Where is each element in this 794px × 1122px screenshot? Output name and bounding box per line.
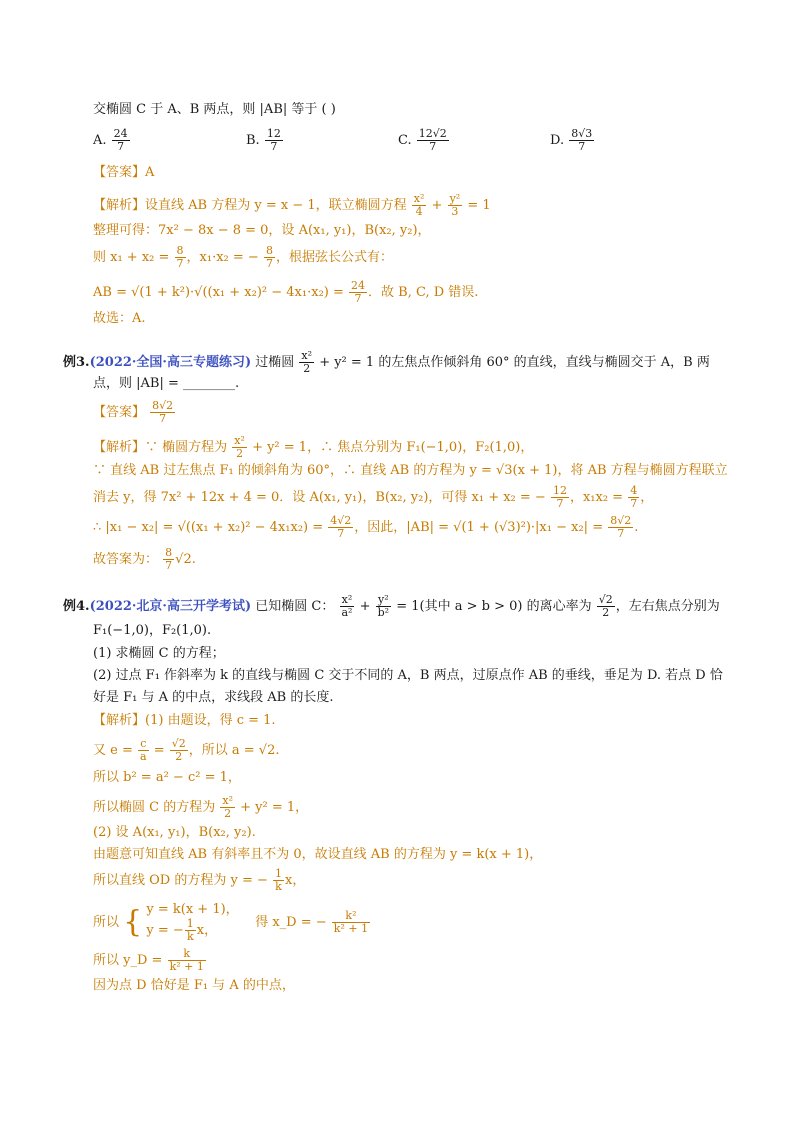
example-text: + y² = 1 的左焦点作倾斜角 60° 的直线，直线与椭圆交于 A，B 两 <box>319 355 710 370</box>
analysis-line-4: AB = √(1 + k²)·√((x₁ + x₂)² − 4x₁·x₂) = $\frac{24}{7}$ ．故 B, C, D 错误. <box>93 279 479 305</box>
option-label: A. <box>93 133 107 148</box>
analysis-text: √2. <box>175 552 196 567</box>
example-4-solution-1 <box>93 712 276 730</box>
analysis-line-1: 【解析】设直线 AB 方程为 y = x − 1，联立椭圆方程 $\frac{\text{x²}}{4}$ + $\frac{\text{y²}}{3}$ = 1 <box>93 192 491 218</box>
example-source: (2022·全国·高三专题练习) <box>89 355 252 370</box>
analysis-text: ，x₁x₂ = <box>569 490 624 505</box>
example-label: 例3. <box>63 355 90 370</box>
analysis-text: (1) 由题设，得 c = 1. <box>145 713 276 728</box>
analysis-text: x， <box>285 873 306 888</box>
example-4-question-2b: 好是 F₁ 与 A 的中点，求线段 AB 的长度. <box>93 690 334 705</box>
example-4-solution-9: 所以 y_D = $\frac{k}{\text{k² + 1}}$ <box>93 947 204 973</box>
system-brace: { <box>123 904 143 940</box>
analysis-text: ，x₁·x₂ = − <box>186 250 259 265</box>
example-3-analysis-5: 故答案为： $\frac{8}{7}$ √2. <box>93 546 196 572</box>
option-b <box>246 128 284 153</box>
analysis-tag: 【解析】 <box>93 198 146 213</box>
analysis-text: 所以椭圆 C 的方程为 <box>93 800 216 815</box>
analysis-text: ，根据弦长公式有： <box>275 250 393 265</box>
example-3-analysis-2: ∵ 直线 AB 过左焦点 F₁ 的倾斜角为 60°，∴ 直线 AB 的方程为 y = √3(x + 1)，将 AB 方程与椭圆方程联立 <box>93 463 728 478</box>
option-c <box>398 128 450 153</box>
option-fraction: $\frac{12}{7}$ <box>266 127 281 153</box>
example-3-line-2: 点，则 |AB| = ________. <box>93 376 240 391</box>
option-a <box>93 128 131 153</box>
analysis-line-2: 整理可得：7x² − 8x − 8 = 0，设 A(x₁, y₁)，B(x₂, y₂)， <box>93 223 431 238</box>
example-4-solution-3: 所以 b² = a² − c² = 1， <box>93 770 241 785</box>
analysis-text: 所以直线 OD 的方程为 y = − <box>93 873 268 888</box>
example-4-solution-7: 所以直线 OD 的方程为 y = − $\frac{1}{k}$ x， <box>93 867 306 893</box>
analysis-text: AB = √(1 + k²)·√((x₁ + x₂)² − 4x₁·x₂) = <box>93 285 344 300</box>
question-intro: 交椭圆 C 于 A、B 两点，则 |AB| 等于 ( ) <box>93 102 336 117</box>
example-3-analysis-4: ∴ |x₁ − x₂| = √((x₁ + x₂)² − 4x₁x₂) = $\frac{4√2}{7}$ ，因此，|AB| = √(1 + (√3)²)·|x₁ − x₂| = $\frac{8√2}{7}$ . <box>93 514 639 540</box>
example-4-solution-2: 又 e = $\frac{c}{a}$ = $\frac{√2}{2}$ ，所以 a = √2. <box>93 737 280 763</box>
answer-value: A <box>145 165 155 180</box>
equation-system: y = k(x + 1)， y = − $\frac{1}{k}$ x， <box>146 902 239 943</box>
analysis-text: 故答案为： <box>93 552 159 567</box>
analysis-text: 得 x_D = − <box>255 915 327 930</box>
option-fraction: $\frac{12√2}{7}$ <box>418 127 447 153</box>
analysis-text: ，所以 a = √2. <box>188 743 280 758</box>
example-4-solution-10: 因为点 D 恰好是 F₁ 与 A 的中点， <box>93 978 295 993</box>
example-4-question-2a: (2) 过点 F₁ 作斜率为 k 的直线与椭圆 C 交于不同的 A，B 两点，过原点作 AB 的垂线，垂足为 D. 若点 D 恰 <box>93 668 723 683</box>
example-text: ，左右焦点分别为 <box>615 599 720 614</box>
analysis-text: = 1 <box>467 198 491 213</box>
analysis-text: = <box>153 743 165 758</box>
analysis-text: + y² = 1，∴ 焦点分别为 F₁(−1,0)，F₂(1,0)， <box>252 440 534 455</box>
example-text: 过椭圆 <box>255 355 295 370</box>
example-3-analysis-1: 【解析】∵ 椭圆方程为 $\frac{\text{x²}}{2}$ + y² = 1，∴ 焦点分别为 F₁(−1,0)，F₂(1,0)， <box>93 434 534 460</box>
example-label: 例4. <box>63 599 90 614</box>
analysis-tag: 【解析】 <box>93 713 146 728</box>
option-fraction: $\frac{24}{7}$ <box>113 127 128 153</box>
example-3-analysis-3: 消去 y，得 7x² + 12x + 4 = 0．设 A(x₁, y₁)，B(x₂, y₂)，可得 x₁ + x₂ = − $\frac{12}{7}$ ，x₁x₂ = $\frac{4}{7}$ ， <box>93 484 654 510</box>
analysis-text: 所以 y_D = <box>93 953 163 968</box>
analysis-tag: 【解析】 <box>93 440 146 455</box>
analysis-text: 消去 y，得 7x² + 12x + 4 = 0．设 A(x₁, y₁)，B(x₂, y₂)，可得 x₁ + x₂ = − <box>93 490 546 505</box>
analysis-text: 设直线 AB 方程为 y = x − 1，联立椭圆方程 <box>145 198 407 213</box>
example-4-solution-5: (2) 设 A(x₁, y₁)，B(x₂, y₂). <box>93 825 256 840</box>
answer-tag: 【答案】 <box>93 405 146 420</box>
example-4-solution-4: 所以椭圆 C 的方程为 $\frac{\text{x²}}{2}$ + y² = 1， <box>93 794 309 820</box>
analysis-text: 又 e = <box>93 743 133 758</box>
analysis-text: ∵ 椭圆方程为 <box>145 440 228 455</box>
analysis-text: + y² = 1， <box>240 800 309 815</box>
example-3-line-1: 例3.(2022·全国·高三专题练习) 过椭圆 $\frac{\text{x²}}{2}$ + y² = 1 的左焦点作倾斜角 60° 的直线，直线与椭圆交于 A，B 两 <box>63 349 710 375</box>
analysis-line-3: 则 x₁ + x₂ = $\frac{8}{7}$ ，x₁·x₂ = − $\frac{8}{7}$ ，根据弦长公式有： <box>93 244 393 270</box>
example-4-solution-8: 所以 { y = k(x + 1)， y = − $\frac{1}{k}$ x， 得 x_D = − $\frac{\text{k²}}{\text{k² + 1}}$ <box>93 902 369 943</box>
answer-tag: 【答案】 <box>93 165 146 180</box>
example-text: = 1(其中 a > b > 0) 的离心率为 <box>396 599 592 614</box>
example-4-line-2: F₁(−1,0)，F₂(1,0). <box>93 623 212 638</box>
analysis-text: 则 x₁ + x₂ = <box>93 250 170 265</box>
example-4-question-1: (1) 求椭圆 C 的方程； <box>93 646 225 661</box>
example-4-solution-6: 由题意可知直线 AB 有斜率且不为 0，故设直线 AB 的方程为 y = k(x + 1)， <box>93 847 543 862</box>
analysis-text: ，因此，|AB| = √(1 + (√3)²)·|x₁ − x₂| = <box>354 520 604 535</box>
option-label: C. <box>398 133 412 148</box>
example-4-line-1: 例4.(2022·北京·高三开学考试) 已知椭圆 C： $\frac{\text{x²}}{\text{a²}}$ + $\frac{\text{y²}}{\text{b²}}$ = 1(其中 a > b > 0) 的离心率为 $\frac{√2}{2}$ ，左右焦点分别为 <box>63 593 720 619</box>
analysis-text: 所以 <box>93 915 120 930</box>
analysis-text: ∴ |x₁ − x₂| = √((x₁ + x₂)² − 4x₁x₂) = <box>93 520 324 535</box>
option-fraction: $\frac{8√3}{7}$ <box>571 127 593 153</box>
example-3-answer: 【答案】 $\frac{8√2}{7}$ <box>93 399 174 425</box>
example-text: 已知椭圆 C： <box>255 599 335 614</box>
example-source: (2022·北京·高三开学考试) <box>89 599 252 614</box>
option-label: B. <box>246 133 260 148</box>
analysis-line-5: 故选：A. <box>93 311 146 326</box>
analysis-text: ．故 B, C, D 错误. <box>368 285 479 300</box>
answer-line <box>93 164 154 182</box>
option-d <box>550 128 595 153</box>
option-label: D. <box>550 133 565 148</box>
